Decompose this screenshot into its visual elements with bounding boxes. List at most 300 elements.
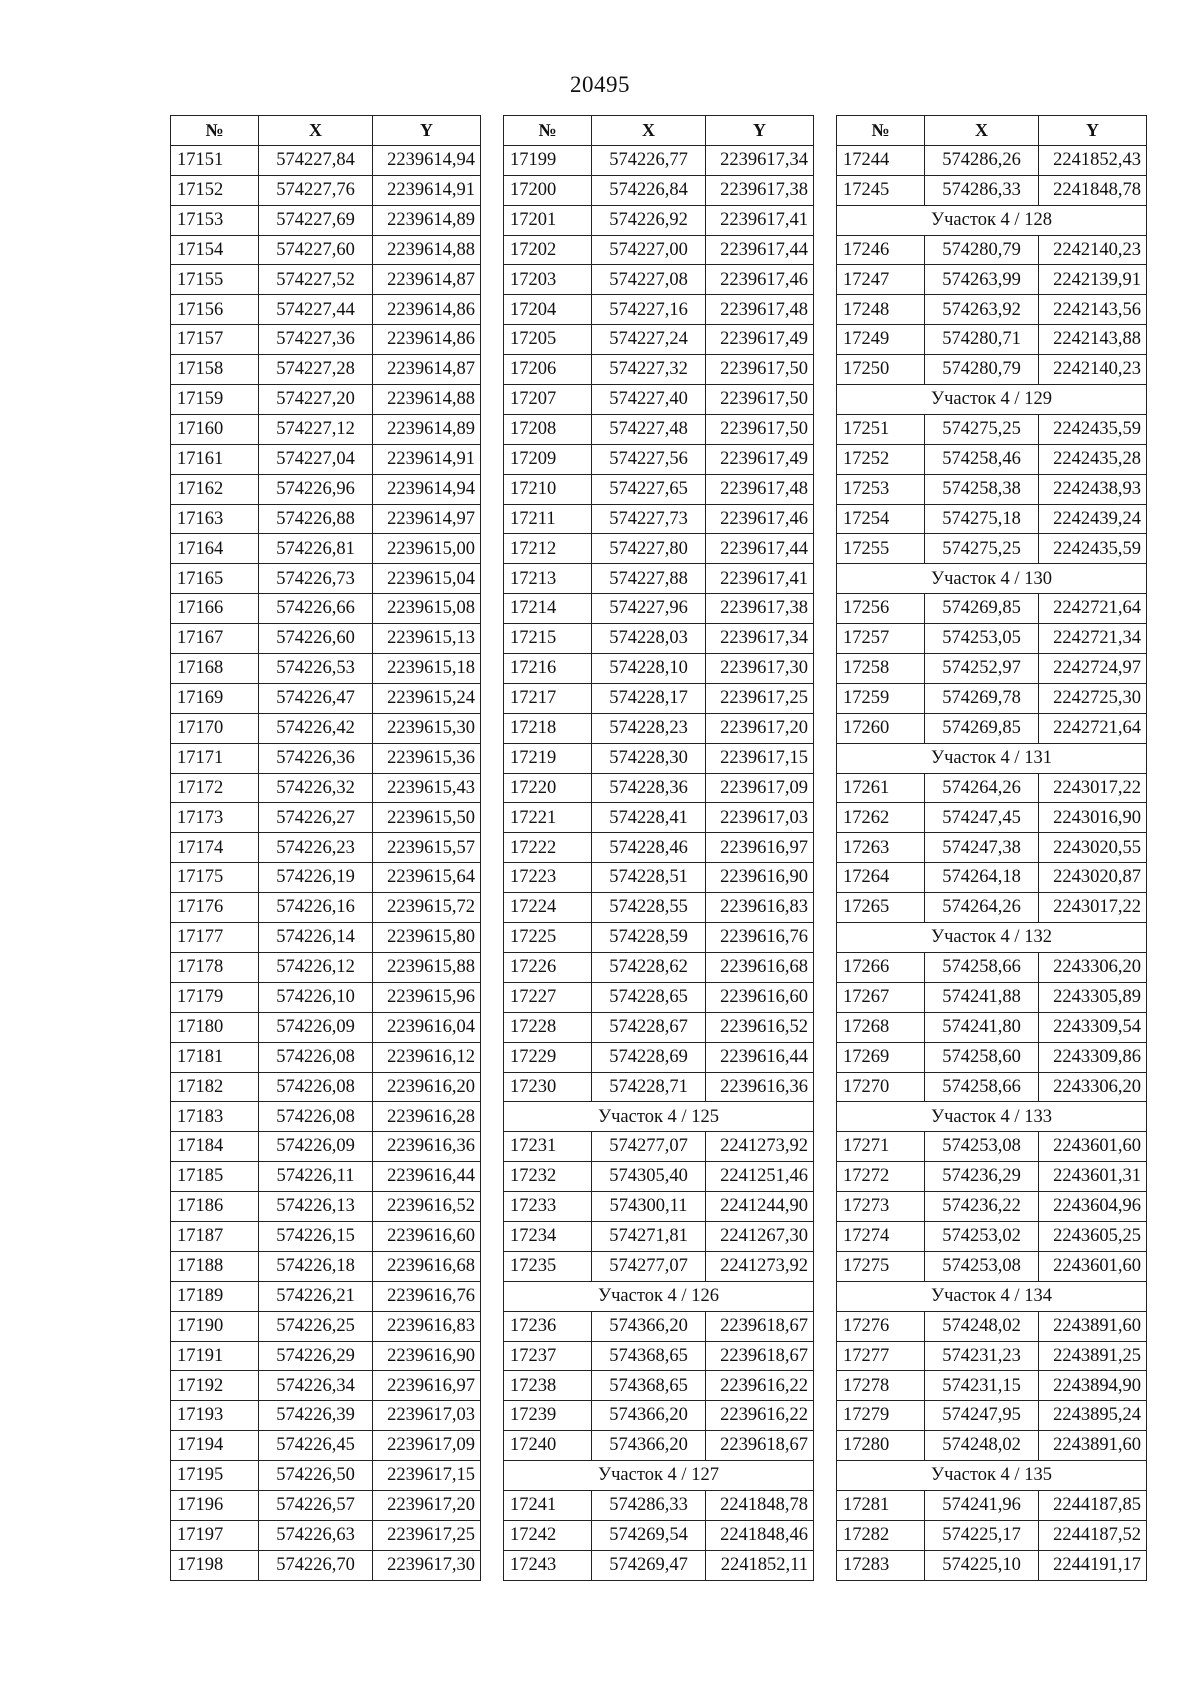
table-row	[171, 654, 481, 684]
y-coordinate-cell: 2239616,97	[706, 833, 814, 863]
y-coordinate-cell: 2241848,78	[1039, 175, 1147, 205]
x-coordinate-cell: 574227,08	[592, 265, 706, 295]
y-coordinate-cell: 2241267,30	[706, 1221, 814, 1251]
y-coordinate-cell: 2239617,46	[706, 504, 814, 534]
table-row	[171, 205, 481, 235]
y-coordinate-cell: 2243016,90	[1039, 803, 1147, 833]
point-number-cell: 17273	[837, 1192, 925, 1222]
x-coordinate-cell: 574226,08	[259, 1072, 373, 1102]
point-number-cell: 17282	[837, 1520, 925, 1550]
point-number-cell: 17165	[171, 564, 259, 594]
point-number-cell: 17242	[504, 1520, 592, 1550]
y-coordinate-cell: 2239616,52	[373, 1192, 481, 1222]
x-coordinate-cell: 574226,10	[259, 982, 373, 1012]
y-coordinate-cell: 2242139,91	[1039, 265, 1147, 295]
table-row	[171, 1281, 481, 1311]
table-header-row	[504, 116, 814, 146]
y-coordinate-cell: 2239617,49	[706, 444, 814, 474]
point-number-cell: 17253	[837, 474, 925, 504]
y-coordinate-cell: 2239614,91	[373, 444, 481, 474]
y-coordinate-cell: 2243306,20	[1039, 952, 1147, 982]
header-number: №	[171, 116, 259, 146]
x-coordinate-cell: 574227,96	[592, 594, 706, 624]
x-coordinate-cell: 574228,23	[592, 713, 706, 743]
y-coordinate-cell: 2242721,64	[1039, 594, 1147, 624]
table-row	[171, 743, 481, 773]
y-coordinate-cell: 2239618,67	[706, 1431, 814, 1461]
y-coordinate-cell: 2239615,72	[373, 893, 481, 923]
coordinate-table-2	[503, 115, 814, 1581]
table-header-row	[837, 116, 1147, 146]
x-coordinate-cell: 574277,07	[592, 1251, 706, 1281]
y-coordinate-cell: 2239614,91	[373, 175, 481, 205]
y-coordinate-cell: 2242721,34	[1039, 624, 1147, 654]
point-number-cell: 17151	[171, 145, 259, 175]
y-coordinate-cell: 2239617,44	[706, 534, 814, 564]
point-number-cell: 17252	[837, 444, 925, 474]
y-coordinate-cell: 2239617,50	[706, 355, 814, 385]
section-row	[837, 923, 1147, 953]
point-number-cell: 17271	[837, 1132, 925, 1162]
section-title: Участок 4 / 126	[504, 1281, 814, 1311]
table-row	[171, 803, 481, 833]
point-number-cell: 17180	[171, 1012, 259, 1042]
y-coordinate-cell: 2239617,15	[373, 1461, 481, 1491]
x-coordinate-cell: 574226,32	[259, 773, 373, 803]
table-row	[837, 1371, 1147, 1401]
table-row	[171, 1401, 481, 1431]
y-coordinate-cell: 2241848,46	[706, 1520, 814, 1550]
section-title: Участок 4 / 134	[837, 1281, 1147, 1311]
x-coordinate-cell: 574300,11	[592, 1192, 706, 1222]
point-number-cell: 17244	[837, 145, 925, 175]
x-coordinate-cell: 574253,05	[925, 624, 1039, 654]
point-number-cell: 17280	[837, 1431, 925, 1461]
table-row	[171, 833, 481, 863]
x-coordinate-cell: 574226,09	[259, 1012, 373, 1042]
x-coordinate-cell: 574286,33	[925, 175, 1039, 205]
point-number-cell: 17191	[171, 1341, 259, 1371]
point-number-cell: 17197	[171, 1520, 259, 1550]
table-row	[837, 534, 1147, 564]
table-row	[837, 1132, 1147, 1162]
x-coordinate-cell: 574228,69	[592, 1042, 706, 1072]
header-number: №	[504, 116, 592, 146]
x-coordinate-cell: 574226,36	[259, 743, 373, 773]
point-number-cell: 17182	[171, 1072, 259, 1102]
table-row	[171, 923, 481, 953]
x-coordinate-cell: 574241,96	[925, 1490, 1039, 1520]
x-coordinate-cell: 574225,10	[925, 1550, 1039, 1580]
page-number: 20495	[570, 72, 630, 97]
table-row	[504, 1221, 814, 1251]
y-coordinate-cell: 2241852,11	[706, 1550, 814, 1580]
table-row	[837, 654, 1147, 684]
point-number-cell: 17263	[837, 833, 925, 863]
point-number-cell: 17227	[504, 982, 592, 1012]
y-coordinate-cell: 2243891,25	[1039, 1341, 1147, 1371]
point-number-cell: 17269	[837, 1042, 925, 1072]
x-coordinate-cell: 574253,08	[925, 1132, 1039, 1162]
point-number-cell: 17276	[837, 1311, 925, 1341]
y-coordinate-cell: 2242721,64	[1039, 713, 1147, 743]
y-coordinate-cell: 2242140,23	[1039, 355, 1147, 385]
y-coordinate-cell: 2244191,17	[1039, 1550, 1147, 1580]
header-y: Y	[706, 116, 814, 146]
x-coordinate-cell: 574252,97	[925, 654, 1039, 684]
y-coordinate-cell: 2239615,57	[373, 833, 481, 863]
y-coordinate-cell: 2239616,83	[706, 893, 814, 923]
x-coordinate-cell: 574226,27	[259, 803, 373, 833]
table-row	[504, 564, 814, 594]
y-coordinate-cell: 2242140,23	[1039, 235, 1147, 265]
x-coordinate-cell: 574280,79	[925, 235, 1039, 265]
section-title: Участок 4 / 130	[837, 564, 1147, 594]
x-coordinate-cell: 574228,62	[592, 952, 706, 982]
section-row	[837, 385, 1147, 415]
x-coordinate-cell: 574226,63	[259, 1520, 373, 1550]
y-coordinate-cell: 2243601,60	[1039, 1251, 1147, 1281]
y-coordinate-cell: 2239617,48	[706, 295, 814, 325]
point-number-cell: 17207	[504, 385, 592, 415]
table-row	[171, 594, 481, 624]
y-coordinate-cell: 2243305,89	[1039, 982, 1147, 1012]
x-coordinate-cell: 574286,26	[925, 145, 1039, 175]
point-number-cell: 17235	[504, 1251, 592, 1281]
x-coordinate-cell: 574248,02	[925, 1431, 1039, 1461]
x-coordinate-cell: 574269,85	[925, 713, 1039, 743]
x-coordinate-cell: 574228,51	[592, 863, 706, 893]
x-coordinate-cell: 574226,66	[259, 594, 373, 624]
table-row	[171, 534, 481, 564]
x-coordinate-cell: 574227,48	[592, 414, 706, 444]
table-row	[837, 474, 1147, 504]
y-coordinate-cell: 2242439,24	[1039, 504, 1147, 534]
x-coordinate-cell: 574226,13	[259, 1192, 373, 1222]
x-coordinate-cell: 574263,92	[925, 295, 1039, 325]
table-row	[837, 624, 1147, 654]
x-coordinate-cell: 574280,71	[925, 325, 1039, 355]
table-row	[504, 1042, 814, 1072]
header-x: X	[925, 116, 1039, 146]
y-coordinate-cell: 2239615,04	[373, 564, 481, 594]
point-number-cell: 17231	[504, 1132, 592, 1162]
table-row	[171, 1102, 481, 1132]
table-row	[504, 1490, 814, 1520]
table-row	[837, 175, 1147, 205]
table-row	[171, 504, 481, 534]
y-coordinate-cell: 2239614,87	[373, 355, 481, 385]
x-coordinate-cell: 574258,46	[925, 444, 1039, 474]
y-coordinate-cell: 2239614,94	[373, 474, 481, 504]
y-coordinate-cell: 2243601,31	[1039, 1162, 1147, 1192]
y-coordinate-cell: 2239616,44	[373, 1162, 481, 1192]
section-row	[837, 1102, 1147, 1132]
point-number-cell: 17236	[504, 1311, 592, 1341]
table-row	[171, 474, 481, 504]
x-coordinate-cell: 574226,09	[259, 1132, 373, 1162]
x-coordinate-cell: 574227,40	[592, 385, 706, 415]
y-coordinate-cell: 2239617,46	[706, 265, 814, 295]
y-coordinate-cell: 2239616,90	[706, 863, 814, 893]
x-coordinate-cell: 574269,78	[925, 683, 1039, 713]
x-coordinate-cell: 574226,60	[259, 624, 373, 654]
point-number-cell: 17228	[504, 1012, 592, 1042]
table-row	[171, 863, 481, 893]
y-coordinate-cell: 2239615,80	[373, 923, 481, 953]
y-coordinate-cell: 2239616,36	[706, 1072, 814, 1102]
point-number-cell: 17277	[837, 1341, 925, 1371]
x-coordinate-cell: 574226,29	[259, 1341, 373, 1371]
table-row	[504, 534, 814, 564]
y-coordinate-cell: 2239616,60	[706, 982, 814, 1012]
y-coordinate-cell: 2243601,60	[1039, 1132, 1147, 1162]
table-row	[837, 1221, 1147, 1251]
table-row	[504, 474, 814, 504]
section-row	[504, 1461, 814, 1491]
table-row	[171, 624, 481, 654]
y-coordinate-cell: 2242435,59	[1039, 414, 1147, 444]
point-number-cell: 17229	[504, 1042, 592, 1072]
x-coordinate-cell: 574226,73	[259, 564, 373, 594]
table-row	[504, 743, 814, 773]
y-coordinate-cell: 2239616,22	[706, 1371, 814, 1401]
point-number-cell: 17172	[171, 773, 259, 803]
point-number-cell: 17237	[504, 1341, 592, 1371]
point-number-cell: 17175	[171, 863, 259, 893]
y-coordinate-cell: 2243891,60	[1039, 1311, 1147, 1341]
x-coordinate-cell: 574366,20	[592, 1431, 706, 1461]
section-row	[837, 1461, 1147, 1491]
x-coordinate-cell: 574227,28	[259, 355, 373, 385]
table-row	[504, 1520, 814, 1550]
x-coordinate-cell: 574228,46	[592, 833, 706, 863]
y-coordinate-cell: 2242725,30	[1039, 683, 1147, 713]
table-row	[504, 1401, 814, 1431]
y-coordinate-cell: 2239614,88	[373, 385, 481, 415]
x-coordinate-cell: 574227,52	[259, 265, 373, 295]
section-row	[837, 205, 1147, 235]
table-row	[837, 1042, 1147, 1072]
section-row	[837, 743, 1147, 773]
point-number-cell: 17164	[171, 534, 259, 564]
table-row	[171, 235, 481, 265]
point-number-cell: 17153	[171, 205, 259, 235]
table-row	[171, 1550, 481, 1580]
x-coordinate-cell: 574264,18	[925, 863, 1039, 893]
section-title: Участок 4 / 131	[837, 743, 1147, 773]
table-row	[837, 1012, 1147, 1042]
x-coordinate-cell: 574275,18	[925, 504, 1039, 534]
x-coordinate-cell: 574227,76	[259, 175, 373, 205]
point-number-cell: 17157	[171, 325, 259, 355]
point-number-cell: 17176	[171, 893, 259, 923]
x-coordinate-cell: 574227,16	[592, 295, 706, 325]
table-row	[504, 504, 814, 534]
table-row	[504, 803, 814, 833]
point-number-cell: 17211	[504, 504, 592, 534]
table-row	[504, 414, 814, 444]
y-coordinate-cell: 2243020,87	[1039, 863, 1147, 893]
x-coordinate-cell: 574286,33	[592, 1490, 706, 1520]
header-x: X	[592, 116, 706, 146]
x-coordinate-cell: 574226,92	[592, 205, 706, 235]
y-coordinate-cell: 2239616,60	[373, 1221, 481, 1251]
y-coordinate-cell: 2239617,09	[373, 1431, 481, 1461]
point-number-cell: 17272	[837, 1162, 925, 1192]
point-number-cell: 17264	[837, 863, 925, 893]
point-number-cell: 17206	[504, 355, 592, 385]
point-number-cell: 17275	[837, 1251, 925, 1281]
x-coordinate-cell: 574227,84	[259, 145, 373, 175]
x-coordinate-cell: 574227,69	[259, 205, 373, 235]
table-row	[171, 145, 481, 175]
y-coordinate-cell: 2239616,76	[706, 923, 814, 953]
x-coordinate-cell: 574247,95	[925, 1401, 1039, 1431]
point-number-cell: 17167	[171, 624, 259, 654]
y-coordinate-cell: 2243891,60	[1039, 1431, 1147, 1461]
y-coordinate-cell: 2239617,03	[373, 1401, 481, 1431]
x-coordinate-cell: 574227,88	[592, 564, 706, 594]
y-coordinate-cell: 2239614,86	[373, 325, 481, 355]
x-coordinate-cell: 574227,73	[592, 504, 706, 534]
point-number-cell: 17161	[171, 444, 259, 474]
y-coordinate-cell: 2239617,34	[706, 624, 814, 654]
y-coordinate-cell: 2243895,24	[1039, 1401, 1147, 1431]
table-row	[504, 654, 814, 684]
x-coordinate-cell: 574228,67	[592, 1012, 706, 1042]
table-row	[504, 713, 814, 743]
table-row	[171, 1520, 481, 1550]
x-coordinate-cell: 574227,00	[592, 235, 706, 265]
y-coordinate-cell: 2239615,30	[373, 713, 481, 743]
header-y: Y	[1039, 116, 1147, 146]
point-number-cell: 17262	[837, 803, 925, 833]
x-coordinate-cell: 574264,26	[925, 893, 1039, 923]
table-row	[171, 893, 481, 923]
y-coordinate-cell: 2239616,68	[706, 952, 814, 982]
table-row	[837, 1251, 1147, 1281]
table-row	[504, 1132, 814, 1162]
y-coordinate-cell: 2239617,15	[706, 743, 814, 773]
table-row	[837, 414, 1147, 444]
table-row	[504, 863, 814, 893]
x-coordinate-cell: 574227,44	[259, 295, 373, 325]
table-row	[837, 1341, 1147, 1371]
x-coordinate-cell: 574226,45	[259, 1431, 373, 1461]
point-number-cell: 17155	[171, 265, 259, 295]
section-row	[504, 1102, 814, 1132]
table-row	[504, 325, 814, 355]
point-number-cell: 17160	[171, 414, 259, 444]
point-number-cell: 17254	[837, 504, 925, 534]
x-coordinate-cell: 574258,66	[925, 952, 1039, 982]
y-coordinate-cell: 2239617,48	[706, 474, 814, 504]
point-number-cell: 17173	[171, 803, 259, 833]
x-coordinate-cell: 574253,08	[925, 1251, 1039, 1281]
point-number-cell: 17166	[171, 594, 259, 624]
point-number-cell: 17212	[504, 534, 592, 564]
x-coordinate-cell: 574227,04	[259, 444, 373, 474]
table-row	[837, 1162, 1147, 1192]
y-coordinate-cell: 2243306,20	[1039, 1072, 1147, 1102]
point-number-cell: 17239	[504, 1401, 592, 1431]
table-row	[837, 594, 1147, 624]
y-coordinate-cell: 2239617,25	[706, 683, 814, 713]
y-coordinate-cell: 2243309,86	[1039, 1042, 1147, 1072]
point-number-cell: 17251	[837, 414, 925, 444]
point-number-cell: 17243	[504, 1550, 592, 1580]
y-coordinate-cell: 2239616,68	[373, 1251, 481, 1281]
point-number-cell: 17195	[171, 1461, 259, 1491]
point-number-cell: 17200	[504, 175, 592, 205]
x-coordinate-cell: 574247,38	[925, 833, 1039, 863]
x-coordinate-cell: 574241,88	[925, 982, 1039, 1012]
x-coordinate-cell: 574226,39	[259, 1401, 373, 1431]
x-coordinate-cell: 574227,60	[259, 235, 373, 265]
table-row	[504, 893, 814, 923]
x-coordinate-cell: 574241,80	[925, 1012, 1039, 1042]
y-coordinate-cell: 2242435,59	[1039, 534, 1147, 564]
point-number-cell: 17210	[504, 474, 592, 504]
header-y: Y	[373, 116, 481, 146]
x-coordinate-cell: 574231,23	[925, 1341, 1039, 1371]
x-coordinate-cell: 574227,36	[259, 325, 373, 355]
header-number: №	[837, 116, 925, 146]
table-row	[837, 1311, 1147, 1341]
point-number-cell: 17259	[837, 683, 925, 713]
point-number-cell: 17201	[504, 205, 592, 235]
y-coordinate-cell: 2243017,22	[1039, 893, 1147, 923]
point-number-cell: 17187	[171, 1221, 259, 1251]
point-number-cell: 17226	[504, 952, 592, 982]
point-number-cell: 17171	[171, 743, 259, 773]
y-coordinate-cell: 2239616,97	[373, 1371, 481, 1401]
y-coordinate-cell: 2239615,88	[373, 952, 481, 982]
y-coordinate-cell: 2239617,20	[373, 1490, 481, 1520]
y-coordinate-cell: 2239616,76	[373, 1281, 481, 1311]
y-coordinate-cell: 2242435,28	[1039, 444, 1147, 474]
x-coordinate-cell: 574366,20	[592, 1311, 706, 1341]
point-number-cell: 17219	[504, 743, 592, 773]
x-coordinate-cell: 574226,53	[259, 654, 373, 684]
table-row	[837, 833, 1147, 863]
table-row	[837, 683, 1147, 713]
x-coordinate-cell: 574226,84	[592, 175, 706, 205]
table-row	[837, 1520, 1147, 1550]
point-number-cell: 17177	[171, 923, 259, 953]
y-coordinate-cell: 2239616,52	[706, 1012, 814, 1042]
table-row	[171, 265, 481, 295]
y-coordinate-cell: 2243894,90	[1039, 1371, 1147, 1401]
table-row	[504, 1371, 814, 1401]
point-number-cell: 17214	[504, 594, 592, 624]
x-coordinate-cell: 574264,26	[925, 773, 1039, 803]
point-number-cell: 17261	[837, 773, 925, 803]
point-number-cell: 17181	[171, 1042, 259, 1072]
y-coordinate-cell: 2239615,13	[373, 624, 481, 654]
point-number-cell: 17225	[504, 923, 592, 953]
point-number-cell: 17188	[171, 1251, 259, 1281]
x-coordinate-cell: 574227,20	[259, 385, 373, 415]
table-row	[504, 1550, 814, 1580]
table-row	[171, 1341, 481, 1371]
x-coordinate-cell: 574366,20	[592, 1401, 706, 1431]
table-row	[504, 265, 814, 295]
table-row	[504, 1012, 814, 1042]
table-row	[171, 1162, 481, 1192]
x-coordinate-cell: 574269,47	[592, 1550, 706, 1580]
